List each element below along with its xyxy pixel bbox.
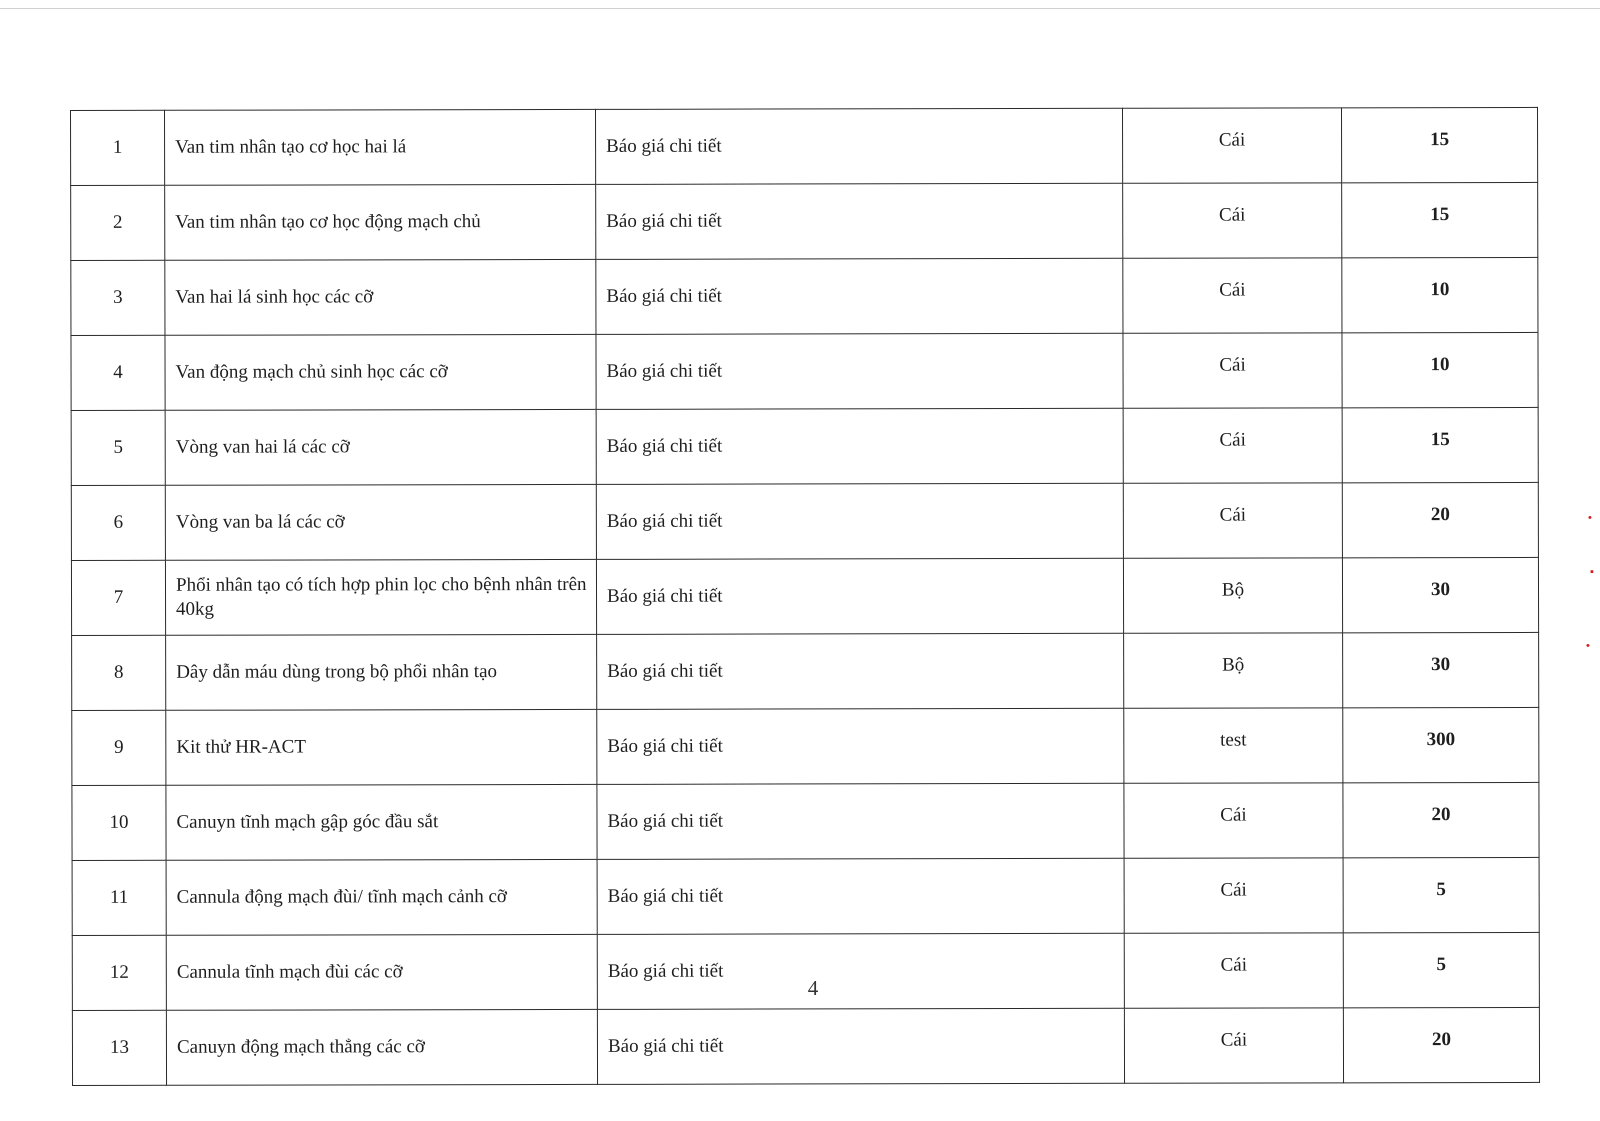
- item-spec: Báo giá chi tiết: [597, 783, 1124, 859]
- table-row: [71, 257, 1538, 335]
- item-name: Dây dẫn máu dùng trong bộ phổi nhân tạo: [166, 634, 597, 710]
- item-name: Vòng van hai lá các cỡ: [165, 409, 596, 485]
- row-number: 9: [72, 710, 166, 785]
- item-spec: Báo giá chi tiết: [596, 183, 1123, 259]
- table-row: [71, 332, 1538, 410]
- item-name: Van tim nhân tạo cơ học động mạch chủ: [165, 184, 596, 260]
- item-unit: Cái: [1123, 408, 1342, 483]
- item-unit: Cái: [1124, 858, 1343, 933]
- table-row: [71, 182, 1538, 260]
- row-number: 2: [71, 185, 165, 260]
- item-unit: Cái: [1123, 333, 1342, 408]
- page-number: 4: [807, 976, 819, 1000]
- table-row: [71, 407, 1538, 485]
- table-row: [71, 107, 1538, 185]
- row-number: 5: [71, 410, 165, 485]
- row-number: 6: [71, 485, 165, 560]
- row-number: 11: [72, 860, 166, 935]
- item-spec: Báo giá chi tiết: [595, 108, 1122, 184]
- item-name: Van tim nhân tạo cơ học hai lá: [165, 109, 596, 185]
- item-name: Van động mạch chủ sinh học các cỡ: [165, 334, 596, 410]
- item-unit: Bộ: [1124, 633, 1343, 708]
- table-row: [72, 857, 1539, 935]
- item-quantity: 15: [1341, 107, 1537, 182]
- item-quantity: 15: [1342, 407, 1538, 482]
- item-unit: Cái: [1124, 1008, 1343, 1083]
- item-name: Cannula động mạch đùi/ tĩnh mạch cảnh cỡ: [166, 859, 597, 935]
- item-spec: Báo giá chi tiết: [597, 858, 1124, 934]
- item-unit: Cái: [1122, 108, 1341, 183]
- row-number: 13: [72, 1010, 166, 1085]
- item-quantity: 20: [1342, 482, 1538, 557]
- item-quantity: 30: [1343, 632, 1539, 707]
- row-number: 8: [72, 635, 166, 710]
- item-spec: Báo giá chi tiết: [596, 483, 1123, 559]
- table-row: [72, 1007, 1539, 1085]
- item-name: Cannula tĩnh mạch đùi các cỡ: [166, 934, 597, 1010]
- item-unit: Cái: [1123, 183, 1342, 258]
- item-quantity: 30: [1342, 557, 1538, 632]
- item-quantity: 15: [1342, 182, 1538, 257]
- item-spec: Báo giá chi tiết: [597, 633, 1124, 709]
- stamp-fragment-icon: •: [1586, 640, 1590, 652]
- item-name: Canuyn động mạch thẳng các cỡ: [166, 1009, 597, 1085]
- stamp-fragment-icon: ▪: [1590, 566, 1594, 578]
- item-quantity: 10: [1342, 257, 1538, 332]
- item-unit: Cái: [1123, 258, 1342, 333]
- table-row: [72, 782, 1539, 860]
- table-row: [71, 557, 1538, 635]
- item-spec: Báo giá chi tiết: [597, 1008, 1124, 1084]
- supply-table: [70, 107, 1540, 1086]
- item-spec: Báo giá chi tiết: [596, 558, 1123, 634]
- row-number: 12: [72, 935, 166, 1010]
- item-name: Phổi nhân tạo có tích hợp phin lọc cho bệnh nhân trên 40kg: [165, 559, 596, 635]
- stamp-fragment-icon: •: [1588, 512, 1592, 524]
- item-spec: Báo giá chi tiết: [596, 258, 1123, 334]
- item-spec: Báo giá chi tiết: [597, 708, 1124, 784]
- item-name: Kit thử HR-ACT: [166, 709, 597, 785]
- item-name: Van hai lá sinh học các cỡ: [165, 259, 596, 335]
- row-number: 3: [71, 260, 165, 335]
- item-quantity: 20: [1343, 782, 1539, 857]
- item-unit: Cái: [1123, 483, 1342, 558]
- item-quantity: 300: [1343, 707, 1539, 782]
- item-spec: Báo giá chi tiết: [596, 408, 1123, 484]
- row-number: 10: [72, 785, 166, 860]
- item-quantity: 5: [1343, 932, 1539, 1007]
- item-name: Vòng van ba lá các cỡ: [165, 484, 596, 560]
- table-row: [72, 632, 1539, 710]
- row-number: 1: [71, 110, 165, 185]
- item-unit: test: [1124, 708, 1343, 783]
- table-row: [72, 707, 1539, 785]
- item-spec: Báo giá chi tiết: [597, 933, 1124, 1009]
- row-number: 7: [71, 560, 165, 635]
- item-unit: Bộ: [1123, 558, 1342, 633]
- scan-top-edge: [0, 8, 1600, 9]
- item-spec: Báo giá chi tiết: [596, 333, 1123, 409]
- item-name: Canuyn tĩnh mạch gập góc đầu sắt: [166, 784, 597, 860]
- item-quantity: 20: [1343, 1007, 1539, 1082]
- row-number: 4: [71, 335, 165, 410]
- table-row: [71, 482, 1538, 560]
- item-unit: Cái: [1124, 933, 1343, 1008]
- item-unit: Cái: [1124, 783, 1343, 858]
- item-quantity: 5: [1343, 857, 1539, 932]
- item-quantity: 10: [1342, 332, 1538, 407]
